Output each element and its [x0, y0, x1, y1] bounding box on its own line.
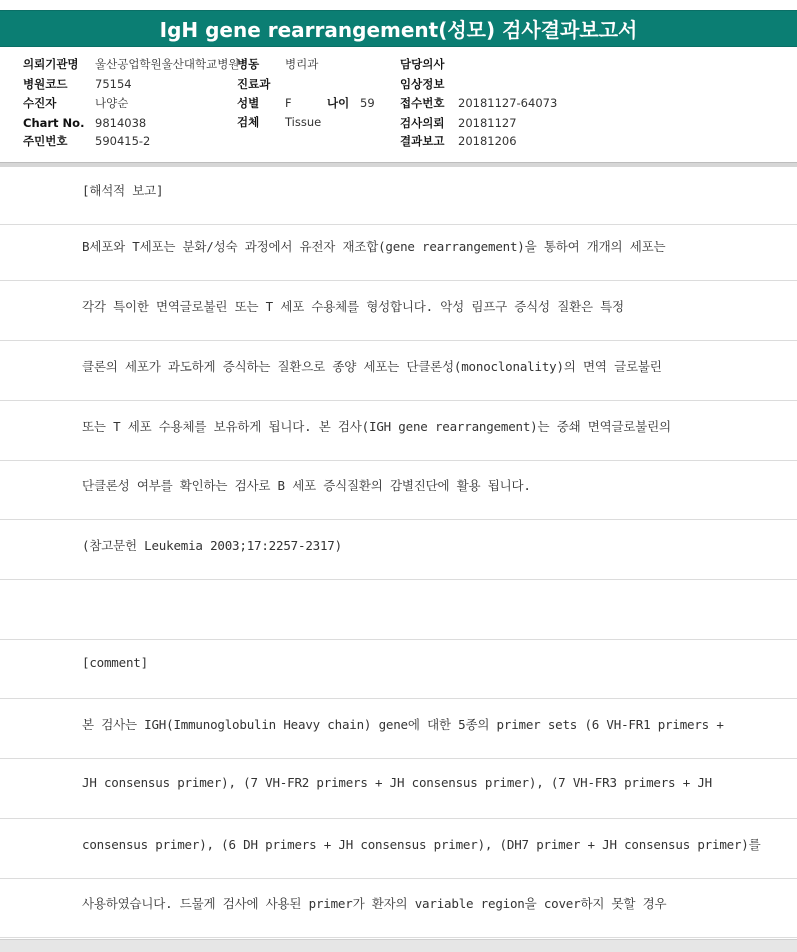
- report-line: [0, 521, 797, 580]
- report-line-text: 각각 특이한 면역글로불린 또는 T 세포 수용체를 형성합니다. 악성 림프구 증식성 질환은 특정: [82, 299, 624, 314]
- report-date-value: 20181206: [458, 134, 517, 148]
- report-line: [0, 879, 797, 938]
- report-line: [0, 640, 797, 699]
- institution-label: 의뢰기관명: [23, 57, 79, 71]
- report-line: [0, 166, 797, 225]
- accession-no-label: 접수번호: [400, 96, 445, 110]
- department-label: 진료과: [237, 77, 271, 91]
- request-date-value: 20181127: [458, 116, 517, 130]
- report-line-text: [해석적 보고]: [82, 183, 164, 198]
- resident-no-value: 590415-2: [95, 134, 151, 148]
- report-line: [0, 820, 797, 879]
- report-line-text: 본 검사는 IGH(Immunoglobulin Heavy chain) gene에 대한 5종의 primer sets (6 VH-FR1 primers +: [82, 717, 724, 732]
- accession-no-value: 20181127-64073: [458, 96, 558, 110]
- report-date-label: 결과보고: [400, 134, 445, 148]
- report-line: [0, 222, 797, 281]
- patient-value: 나양순: [95, 96, 129, 110]
- bottom-scroll-edge: [0, 939, 797, 952]
- sex-label: 성별: [237, 96, 260, 110]
- specimen-label: 검체: [237, 115, 260, 129]
- ward-label: 병동: [237, 57, 260, 71]
- report-line: [0, 282, 797, 341]
- report-line: [0, 760, 797, 819]
- sex-value: F: [285, 96, 292, 110]
- report-line: [0, 461, 797, 520]
- report-line: [0, 700, 797, 759]
- physician-label: 담당의사: [400, 57, 445, 71]
- report-line-text: 단클론성 여부를 확인하는 검사로 B 세포 증식질환의 감별진단에 활용 됩니다.: [82, 478, 531, 493]
- ward-value: 병리과: [285, 57, 319, 71]
- clinical-info-label: 임상정보: [400, 77, 445, 91]
- report-line-text: 또는 T 세포 수용체를 보유하게 됩니다. 본 검사(IGH gene rearrangement)는 중쇄 면역글로불린의: [82, 419, 671, 434]
- resident-no-label: 주민번호: [23, 134, 68, 148]
- patient-info-panel: [0, 47, 797, 164]
- report-line-text: (참고문헌 Leukemia 2003;17:2257-2317): [82, 538, 342, 553]
- report-line: [0, 342, 797, 401]
- report-line-text: 클론의 세포가 과도하게 증식하는 질환으로 종양 세포는 단클론성(monoclonality)의 면역 글로불린: [82, 359, 662, 374]
- chart-no-value: 9814038: [95, 116, 147, 130]
- patient-label: 수진자: [23, 96, 57, 110]
- specimen-value: Tissue: [285, 115, 322, 129]
- chart-no-label: Chart No.: [23, 116, 85, 130]
- report-line-text: JH consensus primer), (7 VH-FR2 primers + JH consensus primer), (7 VH-FR3 primers + JH: [82, 775, 713, 790]
- institution-value: 울산공업학원울산대학교병원: [95, 57, 240, 71]
- report-line-text: [comment]: [82, 655, 148, 670]
- request-date-label: 검사의뢰: [400, 116, 445, 130]
- age-label: 나이: [327, 96, 350, 110]
- hospital-code-label: 병원코드: [23, 77, 68, 91]
- age-value: 59: [360, 96, 375, 110]
- report-line-text: 사용하였습니다. 드물게 검사에 사용된 primer가 환자의 variable region을 cover하지 못할 경우: [82, 896, 667, 911]
- report-title: IgH gene rearrangement(성모) 검사결과보고서: [0, 10, 797, 47]
- report-line-text: consensus primer), (6 DH primers + JH consensus primer), (DH7 primer + JH consensus primer)를: [82, 837, 761, 852]
- hospital-code-value: 75154: [95, 77, 132, 91]
- report-line: [0, 402, 797, 461]
- report-line: [0, 581, 797, 640]
- report-line-text: B세포와 T세포는 분화/성숙 과정에서 유전자 재조합(gene rearrangement)을 통하여 개개의 세포는: [82, 239, 666, 254]
